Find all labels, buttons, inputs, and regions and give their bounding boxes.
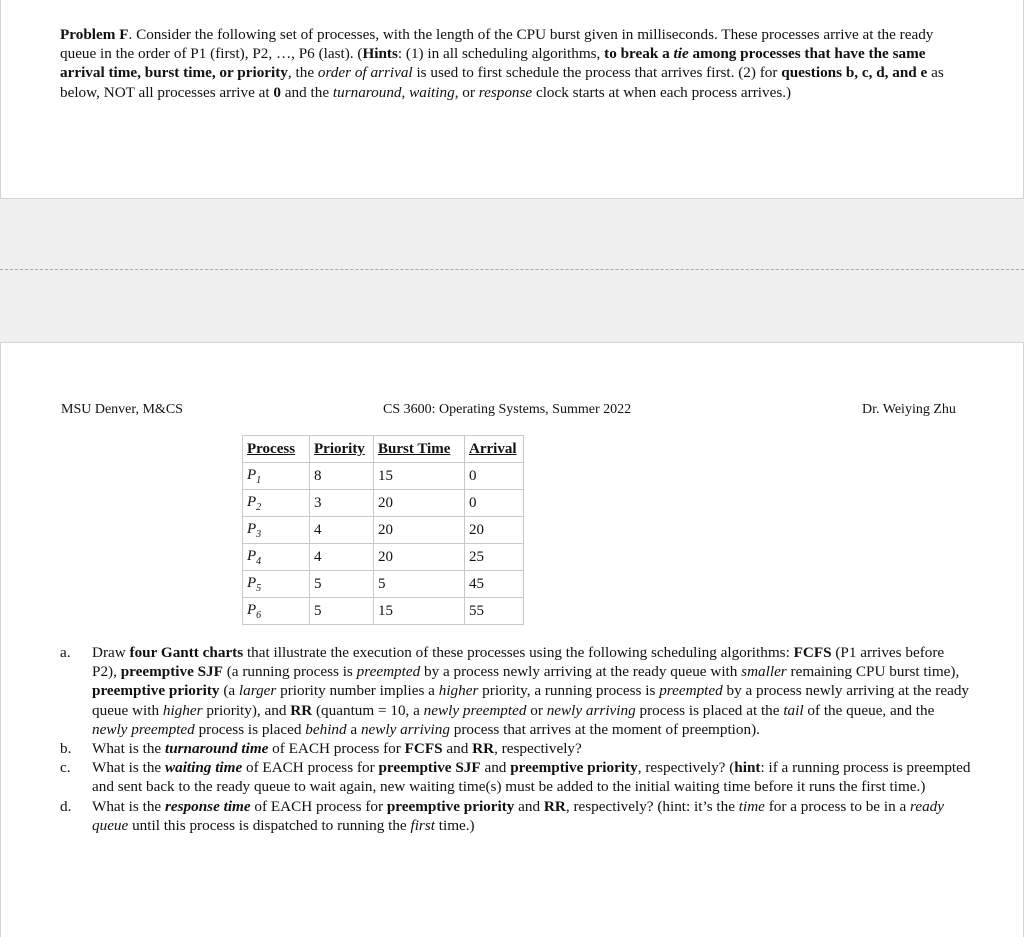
question-label: b. <box>60 740 72 758</box>
hint-questions: questions b, c, d, and e <box>781 64 928 82</box>
hint-text: : (1) in all scheduling algorithms, <box>397 45 605 63</box>
table-row <box>243 544 524 571</box>
problem-label: Problem F <box>60 26 129 43</box>
hint-response: response <box>478 83 533 101</box>
hint-zero: 0 <box>273 83 281 101</box>
cell-priority: 8 <box>310 463 374 490</box>
cell-process: $P_3$ <box>243 517 310 544</box>
hint-text: and the <box>281 83 333 101</box>
page-break-line <box>0 269 1024 270</box>
hint-bold: to break a <box>604 45 674 63</box>
process-table <box>242 435 524 625</box>
cell-arrival: 55 <box>465 598 524 625</box>
question-label: c. <box>60 759 71 777</box>
question-text: Draw four Gantt charts that illustrate the execution of these processes using the following scheduling algorithms: FCFS (P1 arrives before P2), preemptive SJF (a running process is preempted by a process newly arriving at the ready queue with smaller remaining CPU burst time), preemptive priority (a larger priority number implies a higher priority, a running process is preempted by a process newly arriving at the ready queue with higher priority), and RR (quantum = 10, a newly preempted or newly arriving process is placed at the tail of the queue, and the newly preempted process is placed behind a newly arriving process that arrives at the moment of preemption). <box>92 644 970 738</box>
cell-process: $P_5$ <box>243 571 310 598</box>
cell-priority: 3 <box>310 490 374 517</box>
page-bottom <box>0 342 1024 937</box>
cell-arrival: 45 <box>465 571 524 598</box>
problem-statement <box>60 25 970 102</box>
hint-turnaround: turnaround <box>332 83 402 101</box>
cell-burst: 20 <box>374 490 465 517</box>
hints-label: Hints <box>362 45 398 63</box>
cell-process: $P_6$ <box>243 598 310 625</box>
column-header-burst: Burst Time <box>374 436 465 463</box>
question-a <box>60 643 972 739</box>
hint-tie: tie <box>673 45 689 63</box>
hint-text: as below, NOT all processes arrive at <box>60 64 944 101</box>
hint-waiting: waiting <box>409 83 455 101</box>
hint-order: order of arrival <box>317 64 413 82</box>
column-header-arrival: Arrival <box>465 436 524 463</box>
hint-text: , the <box>287 64 318 82</box>
page-gap <box>0 199 1024 342</box>
hint-text: is used to first schedule the process that arrives first. (2) for <box>412 64 782 82</box>
cell-process: $P_2$ <box>243 490 310 517</box>
table-row <box>243 598 524 625</box>
cell-priority: 5 <box>310 571 374 598</box>
hint-bold: among processes that have the same arrival time, burst time, or priority <box>60 45 926 82</box>
question-d <box>60 797 972 835</box>
problem-intro: . Consider the following set of processes, with the length of the CPU burst given in milliseconds. These processes arrive at the ready queue in the order of P1 (first), P2, …, P6 (last). ( <box>60 26 934 63</box>
table-row <box>243 517 524 544</box>
table-header-row <box>243 436 524 463</box>
column-header-priority: Priority <box>310 436 374 463</box>
cell-burst: 15 <box>374 598 465 625</box>
question-list <box>60 643 972 835</box>
cell-burst: 5 <box>374 571 465 598</box>
question-text: What is the turnaround time of EACH process for FCFS and RR, respectively? <box>92 740 582 758</box>
hint-text: , <box>401 83 410 101</box>
hint-text: , or <box>454 83 479 101</box>
question-label: a. <box>60 644 71 661</box>
column-header-process: Process <box>243 436 310 463</box>
question-text: What is the response time of EACH process for preemptive priority and RR, respectively? (hint: it’s the time for a process to be in a ready queue until this process is dispatched to running the first time.) <box>92 797 945 834</box>
table-row <box>243 571 524 598</box>
cell-process: $P_1$ <box>243 463 310 490</box>
cell-arrival: 0 <box>465 490 524 517</box>
question-label: d. <box>60 797 72 815</box>
question-b <box>60 739 972 758</box>
cell-burst: 20 <box>374 544 465 571</box>
header-institution: MSU Denver, M&CS <box>61 402 183 417</box>
question-text: What is the waiting time of EACH process for preemptive SJF and preemptive priority, respectively? (hint: if a running process is preempted and sent back to the ready queue to wait again, new waiting time(s) must be added to the initial waiting time before it runs the first time.) <box>92 759 971 796</box>
table-row <box>243 490 524 517</box>
header-instructor: Dr. Weiying Zhu <box>862 402 956 417</box>
cell-burst: 20 <box>374 517 465 544</box>
question-c <box>60 758 972 796</box>
cell-burst: 15 <box>374 463 465 490</box>
hint-text: clock starts at when each process arrives.) <box>532 83 792 101</box>
cell-priority: 4 <box>310 544 374 571</box>
cell-process: $P_4$ <box>243 544 310 571</box>
cell-arrival: 0 <box>465 463 524 490</box>
cell-arrival: 20 <box>465 517 524 544</box>
cell-priority: 4 <box>310 517 374 544</box>
cell-priority: 5 <box>310 598 374 625</box>
cell-arrival: 25 <box>465 544 524 571</box>
table-row <box>243 463 524 490</box>
header-course: CS 3600: Operating Systems, Summer 2022 <box>383 402 632 417</box>
